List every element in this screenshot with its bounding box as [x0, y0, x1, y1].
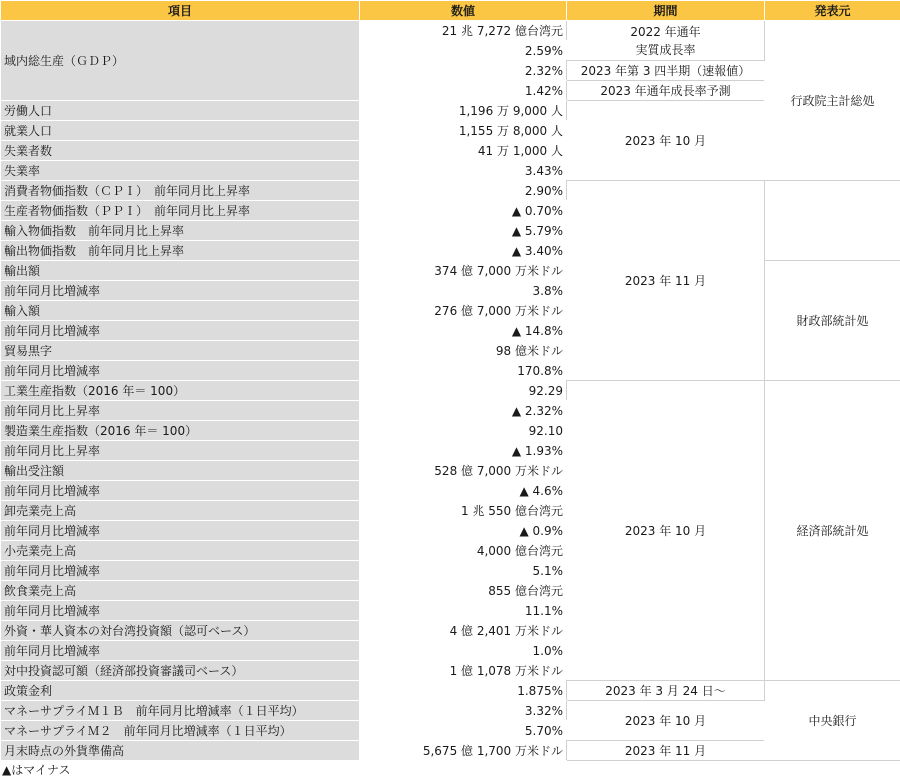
row-item: 工業生産指数（2016 年＝ 100）: [1, 381, 360, 401]
row-item: 前年同月比上昇率: [1, 441, 360, 461]
row-value: ▲ 0.9%: [360, 521, 567, 541]
row-item: 消費者物価指数（ＣＰＩ） 前年同月比上昇率: [1, 181, 360, 201]
row-value: 3.32%: [360, 701, 567, 721]
row-value: 11.1%: [360, 601, 567, 621]
row-value: ▲ 14.8%: [360, 321, 567, 341]
row-value: 170.8%: [360, 361, 567, 381]
period-cell: 2023 年 11 月: [567, 741, 765, 761]
row-item: 対中投資認可額（経済部投資審議司ベース）: [1, 661, 360, 681]
row-value: 98 億米ドル: [360, 341, 567, 361]
table-row: [1, 181, 900, 201]
row-value: ▲ 0.70%: [360, 201, 567, 221]
table-row: [1, 21, 900, 41]
row-value: 1,155 万 8,000 人: [360, 121, 567, 141]
source-cell: 行政院主計総処: [765, 21, 900, 181]
period-cell: 2023 年 11 月: [567, 181, 765, 381]
row-item: 前年同月比増減率: [1, 281, 360, 301]
row-value: 92.29: [360, 381, 567, 401]
row-value: 1 億 1,078 万米ドル: [360, 661, 567, 681]
row-value: 1,196 万 9,000 人: [360, 101, 567, 121]
header-source: 発表元: [765, 1, 900, 21]
row-item: 前年同月比上昇率: [1, 401, 360, 421]
row-value: 21 兆 7,272 億台湾元: [360, 21, 567, 41]
header-period: 期間: [567, 1, 765, 21]
footnote: ▲はマイナス: [0, 762, 900, 778]
row-item: 製造業生産指数（2016 年＝ 100）: [1, 421, 360, 441]
row-value: 41 万 1,000 人: [360, 141, 567, 161]
row-item: 月末時点の外貨準備高: [1, 741, 360, 761]
period-cell: 2023 年 10 月: [567, 381, 765, 681]
row-item: 前年同月比増減率: [1, 521, 360, 541]
period-cell: 2023 年第 3 四半期（速報値）: [567, 61, 765, 81]
row-value: 1 兆 550 億台湾元: [360, 501, 567, 521]
row-item: 生産者物価指数（ＰＰＩ） 前年同月比上昇率: [1, 201, 360, 221]
row-item: 輸入物価指数 前年同月比上昇率: [1, 221, 360, 241]
row-value: 855 億台湾元: [360, 581, 567, 601]
source-cell-empty: [765, 181, 900, 261]
period-cell: 2023 年 10 月: [567, 101, 765, 181]
row-value: 276 億 7,000 万米ドル: [360, 301, 567, 321]
row-item: 就業人口: [1, 121, 360, 141]
row-value: 5.1%: [360, 561, 567, 581]
table-row: [1, 381, 900, 401]
row-item: 失業率: [1, 161, 360, 181]
row-value: 1.0%: [360, 641, 567, 661]
row-item: 卸売業売上高: [1, 501, 360, 521]
row-value: 4,000 億台湾元: [360, 541, 567, 561]
row-item: マネーサプライＭ１Ｂ 前年同月比増減率（１日平均）: [1, 701, 360, 721]
period-cell: 2023 年 10 月: [567, 701, 765, 741]
row-item: マネーサプライＭ２ 前年同月比増減率（１日平均）: [1, 721, 360, 741]
row-value: 2.59%: [360, 41, 567, 61]
period-cell: [567, 21, 765, 61]
row-value: 4 億 2,401 万米ドル: [360, 621, 567, 641]
row-item: 飲食業売上高: [1, 581, 360, 601]
row-item: 失業者数: [1, 141, 360, 161]
row-value: ▲ 1.93%: [360, 441, 567, 461]
row-value: 92.10: [360, 421, 567, 441]
row-value: 374 億 7,000 万米ドル: [360, 261, 567, 281]
period-cell: 2023 年 3 月 24 日〜: [567, 681, 765, 701]
row-item: 輸出受注額: [1, 461, 360, 481]
row-value: 3.43%: [360, 161, 567, 181]
row-item: 小売業売上高: [1, 541, 360, 561]
row-item: 前年同月比増減率: [1, 321, 360, 341]
row-value: 3.8%: [360, 281, 567, 301]
period-cell: 2023 年通年成長率予測: [567, 81, 765, 101]
row-item: 輸出物価指数 前年同月比上昇率: [1, 241, 360, 261]
row-value: ▲ 4.6%: [360, 481, 567, 501]
header-value: 数値: [360, 1, 567, 21]
row-value: 1.875%: [360, 681, 567, 701]
row-value: 5.70%: [360, 721, 567, 741]
source-cell: 財政部統計処: [765, 261, 900, 381]
row-item: 前年同月比増減率: [1, 361, 360, 381]
row-item: 前年同月比増減率: [1, 641, 360, 661]
row-item: 輸入額: [1, 301, 360, 321]
row-value: 2.90%: [360, 181, 567, 201]
row-item: 労働人口: [1, 101, 360, 121]
row-item: 外資・華人資本の対台湾投資額（認可ベース）: [1, 621, 360, 641]
row-value: ▲ 2.32%: [360, 401, 567, 421]
row-value: 2.32%: [360, 61, 567, 81]
source-cell: 経済部統計処: [765, 381, 900, 681]
row-value: ▲ 5.79%: [360, 221, 567, 241]
row-value: ▲ 3.40%: [360, 241, 567, 261]
row-item: 前年同月比増減率: [1, 481, 360, 501]
header-row: [1, 1, 900, 21]
source-cell: 中央銀行: [765, 681, 900, 761]
row-item: 前年同月比増減率: [1, 601, 360, 621]
table-row: [1, 261, 900, 281]
table-row: [1, 681, 900, 701]
row-item: 政策金利: [1, 681, 360, 701]
header-item: 項目: [1, 1, 360, 21]
row-item-gdp: 域内総生産（ＧＤＰ）: [1, 21, 360, 101]
row-item: 輸出額: [1, 261, 360, 281]
period-line: 2022 年通年: [571, 23, 760, 41]
row-item: 貿易黒字: [1, 341, 360, 361]
period-line: 実質成長率: [571, 41, 760, 59]
row-item: 前年同月比増減率: [1, 561, 360, 581]
row-value: 5,675 億 1,700 万米ドル: [360, 741, 567, 761]
row-value: 528 億 7,000 万米ドル: [360, 461, 567, 481]
row-value: 1.42%: [360, 81, 567, 101]
